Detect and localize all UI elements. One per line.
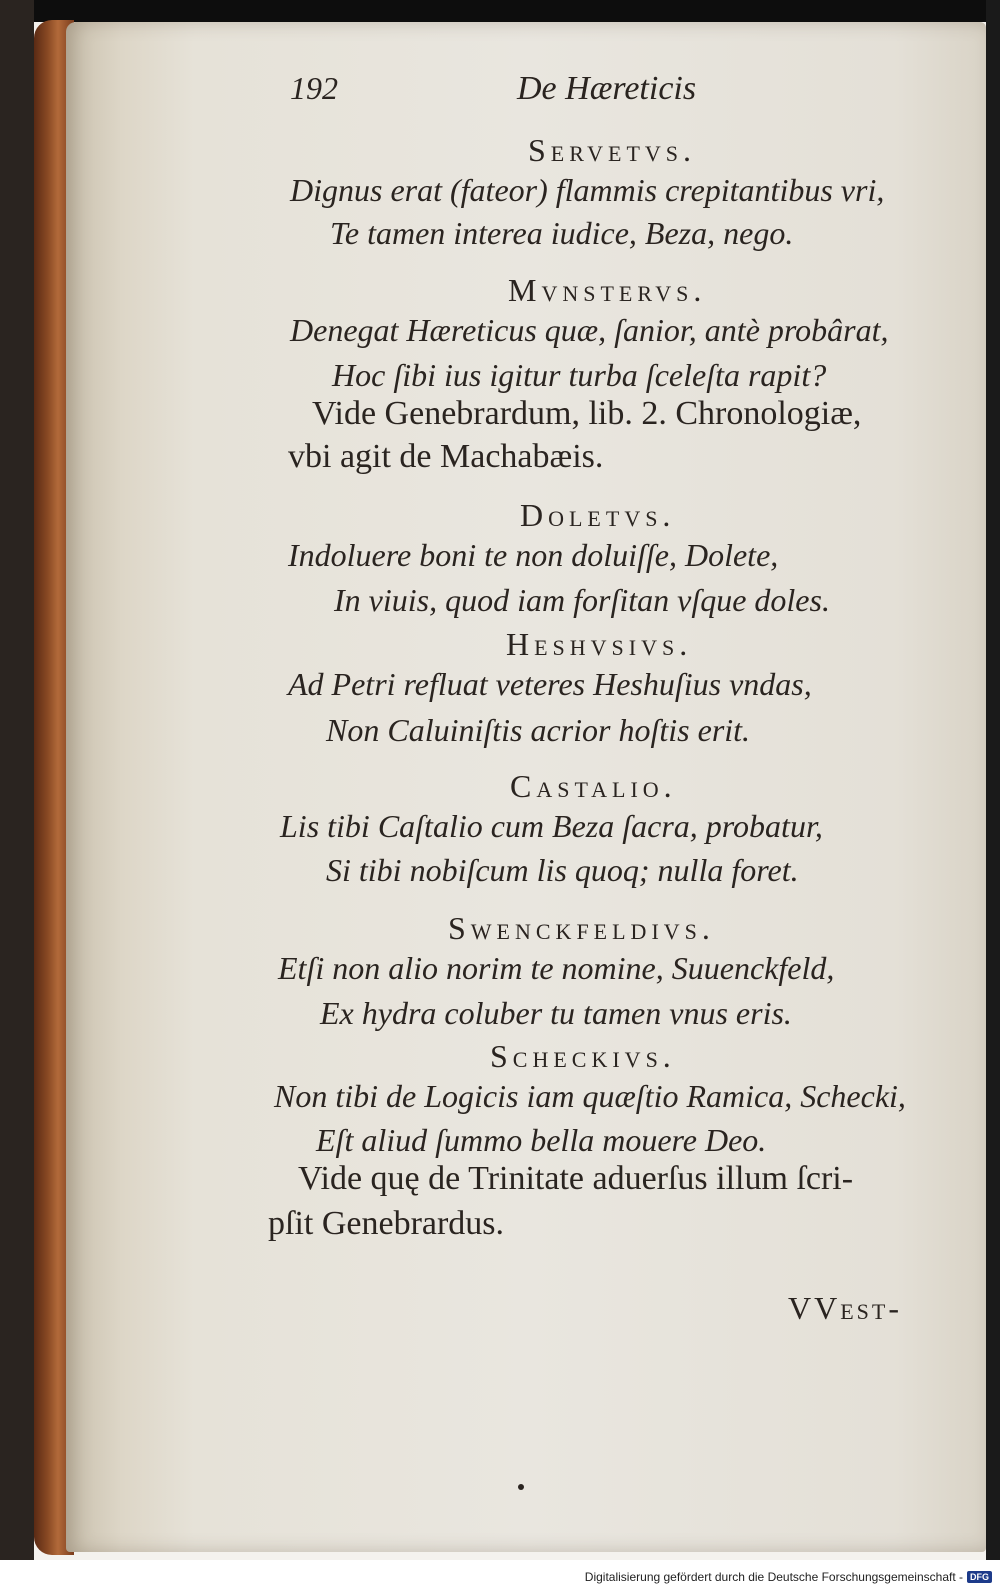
section-heading-doletus: Doletvs.	[520, 497, 676, 533]
note-line: Vide Genebrardum, lib. 2. Chronologiæ,	[312, 395, 862, 432]
left-background	[0, 0, 34, 1560]
footer-credit	[585, 1570, 992, 1584]
section-heading-servetus: Servetvs.	[528, 132, 697, 168]
verse-line: Hoc ſibi ius igitur turba ſceleſta rapit?	[332, 357, 827, 393]
dfg-logo: DFG	[967, 1571, 992, 1583]
page-mark	[518, 1484, 524, 1490]
running-title: De Hæreticis	[517, 70, 697, 107]
credit-text: Digitalisierung gefördert durch die Deutsche Forschungsgemeinschaft -	[584, 1570, 963, 1584]
footer-bar	[0, 1560, 1000, 1595]
verse-line: Si tibi nobiſcum lis quoq; nulla foret.	[326, 852, 799, 888]
verse-line: Ex hydra coluber tu tamen vnus eris.	[320, 995, 792, 1031]
verse-line: Indoluere boni te non doluiſſe, Dolete,	[288, 537, 779, 573]
verse-line: Non tibi de Logicis iam quæſtio Ramica, Schecki,	[274, 1078, 906, 1114]
note-line: vbi agit de Machabæis.	[288, 438, 604, 475]
verse-line: Eſt aliud ſummo bella mouere Deo.	[316, 1122, 767, 1158]
note-line: Vide quę de Trinitate aduerſus illum ſcri-	[298, 1160, 854, 1197]
page-number: 192	[290, 70, 338, 106]
verse-line: Non Caluiniſtis acrior hoſtis erit.	[326, 712, 751, 748]
verse-line: Etſi non alio norim te nomine, Suuenckfeld,	[278, 950, 835, 986]
verse-line: Te tamen interea iudice, Beza, nego.	[330, 215, 794, 251]
verse-line: In viuis, quod iam forſitan vſque doles.	[334, 582, 830, 618]
section-heading-castalio: Castalio.	[510, 768, 677, 804]
section-heading-swenckfeldius: Swenckfeldivs.	[448, 910, 715, 946]
catchword: VVest-	[788, 1290, 902, 1326]
section-heading-munsterus: Mvnstervs.	[508, 272, 707, 308]
verse-line: Dignus erat (fateor) flammis crepitantibus vri,	[290, 172, 885, 208]
section-heading-heshusius: Heshvsivs.	[506, 626, 693, 662]
verse-line: Lis tibi Caſtalio cum Beza ſacra, probatur,	[280, 808, 823, 844]
verse-line: Denegat Hæreticus quæ, ſanior, antè probârat,	[290, 312, 889, 348]
right-background	[986, 0, 1000, 1560]
verse-line: Ad Petri refluat veteres Heshuſius vndas,	[288, 666, 812, 702]
note-line: pſit Genebrardus.	[268, 1205, 505, 1242]
section-heading-scheckius: Scheckivs.	[490, 1038, 676, 1074]
top-border	[0, 0, 1000, 22]
